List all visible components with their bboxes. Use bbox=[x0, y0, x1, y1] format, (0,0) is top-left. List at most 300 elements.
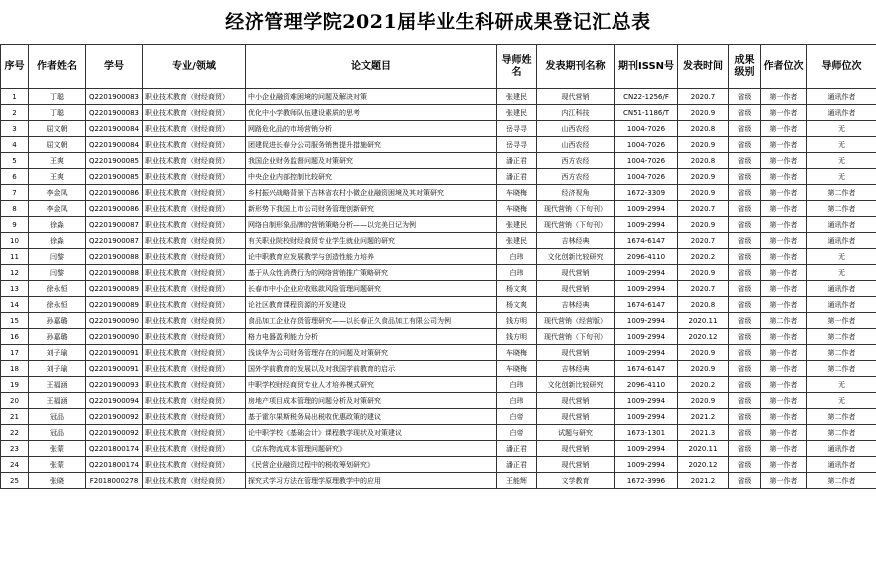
cell-advisor: 车晓梅 bbox=[497, 361, 537, 377]
cell-level: 省级 bbox=[729, 457, 761, 473]
cell-author: 冠品 bbox=[29, 409, 86, 425]
cell-major: 职业技术教育（财经商贸） bbox=[143, 105, 246, 121]
col-header-author: 作者姓名 bbox=[29, 45, 86, 89]
cell-advisor: 杨文爽 bbox=[497, 297, 537, 313]
table-row bbox=[1, 137, 876, 153]
table-row bbox=[1, 169, 876, 185]
cell-author: 王爽 bbox=[29, 169, 86, 185]
cell-major: 职业技术教育（财经商贸） bbox=[143, 457, 246, 473]
cell-major: 职业技术教育（财经商贸） bbox=[143, 233, 246, 249]
cell-author: 屈文朝 bbox=[29, 121, 86, 137]
cell-advisor: 岳寻寻 bbox=[497, 137, 537, 153]
cell-advisor-rank: 第二作者 bbox=[807, 473, 876, 489]
cell-issn: 1674-6147 bbox=[615, 361, 678, 377]
cell-index: 19 bbox=[1, 377, 29, 393]
cell-author: 闫黎 bbox=[29, 249, 86, 265]
cell-author: 屈文朝 bbox=[29, 137, 86, 153]
cell-major: 职业技术教育（财经商贸） bbox=[143, 265, 246, 281]
cell-author: 刘子瑜 bbox=[29, 345, 86, 361]
cell-advisor-rank: 无 bbox=[807, 377, 876, 393]
cell-student-id: Q2201900085 bbox=[86, 153, 143, 169]
cell-advisor: 白帝 bbox=[497, 409, 537, 425]
cell-date: 2020.2 bbox=[678, 377, 729, 393]
cell-journal: 文化创新比较研究 bbox=[537, 249, 615, 265]
cell-date: 2020.9 bbox=[678, 393, 729, 409]
cell-paper-title: 中小企业融资难困境的问题及解决对策 bbox=[246, 89, 497, 105]
cell-student-id: Q2201900089 bbox=[86, 281, 143, 297]
col-header-advisor: 导师姓名 bbox=[497, 45, 537, 89]
cell-index: 25 bbox=[1, 473, 29, 489]
col-header-student-id: 学号 bbox=[86, 45, 143, 89]
cell-issn: CN22-1256/F bbox=[615, 89, 678, 105]
cell-journal: 山西农经 bbox=[537, 137, 615, 153]
cell-author-rank: 第一作者 bbox=[761, 89, 807, 105]
col-header-major: 专业/领域 bbox=[143, 45, 246, 89]
cell-author-rank: 第一作者 bbox=[761, 441, 807, 457]
cell-paper-title: 长春市中小企业应收账款风险管理问题研究 bbox=[246, 281, 497, 297]
cell-level: 省级 bbox=[729, 345, 761, 361]
cell-student-id: Q2201900084 bbox=[86, 137, 143, 153]
cell-issn: 1009-2994 bbox=[615, 217, 678, 233]
cell-journal: 文化创新比较研究 bbox=[537, 377, 615, 393]
cell-paper-title: 《民营企业融资过程中的税收筹划研究》 bbox=[246, 457, 497, 473]
cell-advisor: 潘正君 bbox=[497, 169, 537, 185]
table-row bbox=[1, 89, 876, 105]
cell-author: 丁聪 bbox=[29, 105, 86, 121]
cell-advisor-rank: 无 bbox=[807, 249, 876, 265]
cell-advisor-rank: 通讯作者 bbox=[807, 457, 876, 473]
cell-level: 省级 bbox=[729, 169, 761, 185]
cell-journal: 现代营销 bbox=[537, 345, 615, 361]
cell-level: 省级 bbox=[729, 473, 761, 489]
cell-student-id: Q2201800174 bbox=[86, 457, 143, 473]
cell-issn: 1009-2994 bbox=[615, 281, 678, 297]
table-row bbox=[1, 409, 876, 425]
cell-issn: 1009-2994 bbox=[615, 441, 678, 457]
table-row bbox=[1, 297, 876, 313]
cell-student-id: Q2201900093 bbox=[86, 377, 143, 393]
cell-level: 省级 bbox=[729, 201, 761, 217]
table-row bbox=[1, 201, 876, 217]
cell-major: 职业技术教育（财经商贸） bbox=[143, 137, 246, 153]
cell-major: 职业技术教育（财经商贸） bbox=[143, 473, 246, 489]
cell-author-rank: 第一作者 bbox=[761, 121, 807, 137]
cell-index: 2 bbox=[1, 105, 29, 121]
cell-issn: 1009-2994 bbox=[615, 201, 678, 217]
table-row bbox=[1, 441, 876, 457]
cell-date: 2020.9 bbox=[678, 105, 729, 121]
table-row bbox=[1, 249, 876, 265]
cell-advisor: 张建民 bbox=[497, 217, 537, 233]
table-row bbox=[1, 281, 876, 297]
cell-journal: 现代营销 bbox=[537, 265, 615, 281]
cell-author: 徐永恒 bbox=[29, 281, 86, 297]
cell-advisor: 张建民 bbox=[497, 105, 537, 121]
cell-author-rank: 第一作者 bbox=[761, 169, 807, 185]
cell-level: 省级 bbox=[729, 281, 761, 297]
col-header-advisor-rank: 导师位次 bbox=[807, 45, 876, 89]
cell-date: 2020.9 bbox=[678, 345, 729, 361]
cell-major: 职业技术教育（财经商贸） bbox=[143, 441, 246, 457]
cell-advisor: 张建民 bbox=[497, 89, 537, 105]
cell-paper-title: 中职学校财经商贸专业人才培养模式研究 bbox=[246, 377, 497, 393]
cell-paper-title: 基于从众性消费行为的网络营销推广策略研究 bbox=[246, 265, 497, 281]
cell-level: 省级 bbox=[729, 393, 761, 409]
cell-issn: 1009-2994 bbox=[615, 457, 678, 473]
cell-index: 18 bbox=[1, 361, 29, 377]
cell-author: 孙嘉璐 bbox=[29, 329, 86, 345]
cell-level: 省级 bbox=[729, 409, 761, 425]
cell-index: 4 bbox=[1, 137, 29, 153]
cell-author: 徐淼 bbox=[29, 217, 86, 233]
cell-date: 2020.9 bbox=[678, 265, 729, 281]
cell-author: 张晓 bbox=[29, 473, 86, 489]
cell-level: 省级 bbox=[729, 297, 761, 313]
cell-journal: 试题与研究 bbox=[537, 425, 615, 441]
cell-date: 2020.8 bbox=[678, 153, 729, 169]
cell-advisor-rank: 无 bbox=[807, 265, 876, 281]
cell-date: 2020.9 bbox=[678, 169, 729, 185]
cell-author-rank: 第一作者 bbox=[761, 473, 807, 489]
cell-index: 6 bbox=[1, 169, 29, 185]
cell-issn: 1674-6147 bbox=[615, 233, 678, 249]
cell-date: 2020.8 bbox=[678, 121, 729, 137]
cell-major: 职业技术教育（财经商贸） bbox=[143, 409, 246, 425]
cell-index: 13 bbox=[1, 281, 29, 297]
cell-major: 职业技术教育（财经商贸） bbox=[143, 153, 246, 169]
cell-issn: CN51-1186/T bbox=[615, 105, 678, 121]
cell-issn: 1673-1301 bbox=[615, 425, 678, 441]
cell-major: 职业技术教育（财经商贸） bbox=[143, 89, 246, 105]
cell-index: 12 bbox=[1, 265, 29, 281]
cell-level: 省级 bbox=[729, 377, 761, 393]
cell-index: 8 bbox=[1, 201, 29, 217]
cell-major: 职业技术教育（财经商贸） bbox=[143, 121, 246, 137]
cell-paper-title: 论中职教育应发展教学与创造性能力培养 bbox=[246, 249, 497, 265]
table-row bbox=[1, 185, 876, 201]
cell-journal: 现代营销 bbox=[537, 457, 615, 473]
table-header-row bbox=[1, 45, 876, 89]
table-row bbox=[1, 473, 876, 489]
cell-advisor-rank: 通讯作者 bbox=[807, 441, 876, 457]
cell-author: 王爽 bbox=[29, 153, 86, 169]
table-row bbox=[1, 233, 876, 249]
table-row bbox=[1, 393, 876, 409]
cell-advisor: 钱方明 bbox=[497, 329, 537, 345]
table-row bbox=[1, 153, 876, 169]
cell-author-rank: 第一作者 bbox=[761, 329, 807, 345]
cell-author: 李金凤 bbox=[29, 185, 86, 201]
cell-advisor: 车晓梅 bbox=[497, 345, 537, 361]
cell-date: 2020.11 bbox=[678, 441, 729, 457]
cell-journal: 现代营销 bbox=[537, 89, 615, 105]
cell-paper-title: 优化中小学教师队伍建设素质的思考 bbox=[246, 105, 497, 121]
cell-major: 职业技术教育（财经商贸） bbox=[143, 345, 246, 361]
table-row bbox=[1, 345, 876, 361]
cell-author-rank: 第一作者 bbox=[761, 233, 807, 249]
cell-author-rank: 第一作者 bbox=[761, 137, 807, 153]
cell-author-rank: 第一作者 bbox=[761, 105, 807, 121]
cell-journal: 现代营销（下旬刊） bbox=[537, 201, 615, 217]
table-row bbox=[1, 265, 876, 281]
cell-advisor: 潘正君 bbox=[497, 441, 537, 457]
cell-advisor-rank: 第二作者 bbox=[807, 409, 876, 425]
cell-journal: 现代营销（下旬刊） bbox=[537, 329, 615, 345]
cell-journal: 西方农经 bbox=[537, 153, 615, 169]
cell-level: 省级 bbox=[729, 121, 761, 137]
cell-advisor-rank: 第二作者 bbox=[807, 185, 876, 201]
cell-paper-title: 中央企业内部控制比较研究 bbox=[246, 169, 497, 185]
cell-date: 2020.9 bbox=[678, 137, 729, 153]
cell-issn: 1009-2994 bbox=[615, 329, 678, 345]
cell-index: 7 bbox=[1, 185, 29, 201]
cell-level: 省级 bbox=[729, 425, 761, 441]
cell-paper-title: 《京东物流成本管理问题研究》 bbox=[246, 441, 497, 457]
cell-student-id: Q2201900083 bbox=[86, 89, 143, 105]
cell-author: 孙嘉璐 bbox=[29, 313, 86, 329]
cell-advisor-rank: 通讯作者 bbox=[807, 217, 876, 233]
col-header-level: 成果级别 bbox=[729, 45, 761, 89]
cell-advisor-rank: 通讯作者 bbox=[807, 281, 876, 297]
cell-author-rank: 第一作者 bbox=[761, 297, 807, 313]
cell-author-rank: 第一作者 bbox=[761, 425, 807, 441]
cell-advisor: 潘正君 bbox=[497, 153, 537, 169]
cell-student-id: Q2201900085 bbox=[86, 169, 143, 185]
cell-author: 冠品 bbox=[29, 425, 86, 441]
col-header-issn: 期刊ISSN号 bbox=[615, 45, 678, 89]
cell-issn: 1672-3309 bbox=[615, 185, 678, 201]
cell-level: 省级 bbox=[729, 329, 761, 345]
page-title: 经济管理学院2021届毕业生科研成果登记汇总表 bbox=[225, 11, 651, 33]
cell-journal: 吉林经典 bbox=[537, 233, 615, 249]
cell-issn: 1672-3996 bbox=[615, 473, 678, 489]
cell-author: 王福涵 bbox=[29, 393, 86, 409]
cell-author-rank: 第二作者 bbox=[761, 313, 807, 329]
cell-index: 16 bbox=[1, 329, 29, 345]
cell-index: 24 bbox=[1, 457, 29, 473]
cell-date: 2021.2 bbox=[678, 409, 729, 425]
cell-index: 17 bbox=[1, 345, 29, 361]
cell-author-rank: 第一作者 bbox=[761, 409, 807, 425]
cell-major: 职业技术教育（财经商贸） bbox=[143, 377, 246, 393]
col-header-author-rank: 作者位次 bbox=[761, 45, 807, 89]
cell-author-rank: 第一作者 bbox=[761, 281, 807, 297]
cell-issn: 2096-4110 bbox=[615, 377, 678, 393]
cell-level: 省级 bbox=[729, 105, 761, 121]
cell-issn: 1009-2994 bbox=[615, 345, 678, 361]
table-row bbox=[1, 425, 876, 441]
cell-paper-title: 新形势下我国上市公司财务管理创新研究 bbox=[246, 201, 497, 217]
cell-advisor: 车晓梅 bbox=[497, 185, 537, 201]
cell-student-id: Q2201900092 bbox=[86, 425, 143, 441]
cell-advisor: 岳寻寻 bbox=[497, 121, 537, 137]
cell-advisor: 白玮 bbox=[497, 249, 537, 265]
cell-journal: 经济视角 bbox=[537, 185, 615, 201]
cell-paper-title: 房地产项目成本管理的问题分析及对策研究 bbox=[246, 393, 497, 409]
cell-issn: 1004-7026 bbox=[615, 153, 678, 169]
cell-date: 2020.12 bbox=[678, 457, 729, 473]
cell-advisor-rank: 第二作者 bbox=[807, 329, 876, 345]
table-body bbox=[1, 89, 876, 489]
cell-level: 省级 bbox=[729, 137, 761, 153]
cell-index: 20 bbox=[1, 393, 29, 409]
cell-advisor-rank: 无 bbox=[807, 169, 876, 185]
cell-major: 职业技术教育（财经商贸） bbox=[143, 297, 246, 313]
cell-advisor-rank: 通讯作者 bbox=[807, 89, 876, 105]
cell-journal: 内江科技 bbox=[537, 105, 615, 121]
cell-major: 职业技术教育（财经商贸） bbox=[143, 201, 246, 217]
cell-index: 1 bbox=[1, 89, 29, 105]
cell-advisor: 张建民 bbox=[497, 233, 537, 249]
cell-author: 徐永恒 bbox=[29, 297, 86, 313]
cell-major: 职业技术教育（财经商贸） bbox=[143, 313, 246, 329]
cell-author-rank: 第一作者 bbox=[761, 361, 807, 377]
cell-advisor: 车晓梅 bbox=[497, 201, 537, 217]
cell-issn: 1009-2994 bbox=[615, 265, 678, 281]
col-header-paper-title: 论文题目 bbox=[246, 45, 497, 89]
cell-index: 10 bbox=[1, 233, 29, 249]
cell-date: 2020.7 bbox=[678, 201, 729, 217]
cell-student-id: Q2201800174 bbox=[86, 441, 143, 457]
table-row bbox=[1, 361, 876, 377]
cell-author-rank: 第一作者 bbox=[761, 201, 807, 217]
table-row bbox=[1, 313, 876, 329]
cell-author: 刘子瑜 bbox=[29, 361, 86, 377]
cell-paper-title: 乡村振兴战略背景下吉林省农村小微企业融资困境及其对策研究 bbox=[246, 185, 497, 201]
table-row bbox=[1, 105, 876, 121]
cell-date: 2020.7 bbox=[678, 233, 729, 249]
cell-index: 21 bbox=[1, 409, 29, 425]
cell-author-rank: 第一作者 bbox=[761, 393, 807, 409]
cell-paper-title: 网络自制形象品牌的营销策略分析——以完美日记为例 bbox=[246, 217, 497, 233]
cell-paper-title: 食品加工企业存货管理研究——以长春正久食品加工有限公司为例 bbox=[246, 313, 497, 329]
cell-level: 省级 bbox=[729, 185, 761, 201]
cell-student-id: Q2201900090 bbox=[86, 329, 143, 345]
cell-advisor-rank: 无 bbox=[807, 153, 876, 169]
cell-student-id: Q2201900091 bbox=[86, 345, 143, 361]
cell-issn: 1009-2994 bbox=[615, 409, 678, 425]
table-row bbox=[1, 329, 876, 345]
cell-index: 9 bbox=[1, 217, 29, 233]
cell-paper-title: 网路危化品的市场营销分析 bbox=[246, 121, 497, 137]
cell-paper-title: 国外学前教育的发展以及对我国学前教育的启示 bbox=[246, 361, 497, 377]
cell-paper-title: 有关职业院校财经商贸专业学生就业问题的研究 bbox=[246, 233, 497, 249]
cell-date: 2021.2 bbox=[678, 473, 729, 489]
cell-advisor-rank: 通讯作者 bbox=[807, 105, 876, 121]
cell-journal: 文学教育 bbox=[537, 473, 615, 489]
cell-author-rank: 第一作者 bbox=[761, 457, 807, 473]
cell-author: 张蒙 bbox=[29, 457, 86, 473]
cell-journal: 吉林经典 bbox=[537, 297, 615, 313]
cell-index: 14 bbox=[1, 297, 29, 313]
cell-level: 省级 bbox=[729, 217, 761, 233]
cell-student-id: Q2201900086 bbox=[86, 201, 143, 217]
cell-student-id: Q2201900094 bbox=[86, 393, 143, 409]
table-row bbox=[1, 377, 876, 393]
cell-journal: 吉林经典 bbox=[537, 361, 615, 377]
cell-date: 2020.9 bbox=[678, 361, 729, 377]
cell-paper-title: 浅谈华为公司财务管理存在的问题及对策研究 bbox=[246, 345, 497, 361]
cell-advisor-rank: 无 bbox=[807, 137, 876, 153]
cell-advisor: 白玮 bbox=[497, 393, 537, 409]
cell-author: 徐淼 bbox=[29, 233, 86, 249]
cell-student-id: Q2201900084 bbox=[86, 121, 143, 137]
cell-author-rank: 第一作者 bbox=[761, 185, 807, 201]
cell-level: 省级 bbox=[729, 313, 761, 329]
cell-major: 职业技术教育（财经商贸） bbox=[143, 217, 246, 233]
cell-advisor-rank: 无 bbox=[807, 121, 876, 137]
cell-student-id: Q2201900092 bbox=[86, 409, 143, 425]
cell-issn: 1004-7026 bbox=[615, 169, 678, 185]
cell-level: 省级 bbox=[729, 233, 761, 249]
cell-advisor-rank: 第二作者 bbox=[807, 425, 876, 441]
cell-paper-title: 探究式学习方法在管理学原理教学中的应用 bbox=[246, 473, 497, 489]
results-table bbox=[0, 44, 876, 489]
cell-major: 职业技术教育（财经商贸） bbox=[143, 329, 246, 345]
cell-advisor: 杨文爽 bbox=[497, 281, 537, 297]
cell-date: 2020.7 bbox=[678, 281, 729, 297]
cell-major: 职业技术教育（财经商贸） bbox=[143, 249, 246, 265]
cell-paper-title: 论中职学校《基础会计》课程教学现状及对策建议 bbox=[246, 425, 497, 441]
cell-level: 省级 bbox=[729, 89, 761, 105]
cell-author-rank: 第一作者 bbox=[761, 377, 807, 393]
cell-author: 王福涵 bbox=[29, 377, 86, 393]
cell-major: 职业技术教育（财经商贸） bbox=[143, 281, 246, 297]
cell-journal: 西方农经 bbox=[537, 169, 615, 185]
cell-student-id: Q2201900090 bbox=[86, 313, 143, 329]
cell-author: 李金凤 bbox=[29, 201, 86, 217]
cell-date: 2020.8 bbox=[678, 297, 729, 313]
cell-journal: 现代营销 bbox=[537, 409, 615, 425]
cell-advisor-rank: 第二作者 bbox=[807, 201, 876, 217]
cell-student-id: Q2201900088 bbox=[86, 249, 143, 265]
cell-index: 15 bbox=[1, 313, 29, 329]
cell-paper-title: 论社区教育课程资源的开发建设 bbox=[246, 297, 497, 313]
cell-paper-title: 团建促进长春分公司服务销售提升措施研究 bbox=[246, 137, 497, 153]
cell-author-rank: 第一作者 bbox=[761, 265, 807, 281]
cell-date: 2020.9 bbox=[678, 185, 729, 201]
cell-issn: 1674-6147 bbox=[615, 297, 678, 313]
cell-advisor-rank: 第二作者 bbox=[807, 361, 876, 377]
cell-advisor-rank: 第一作者 bbox=[807, 313, 876, 329]
cell-journal: 现代营销 bbox=[537, 281, 615, 297]
cell-date: 2021.3 bbox=[678, 425, 729, 441]
cell-author: 张蒙 bbox=[29, 441, 86, 457]
cell-major: 职业技术教育（财经商贸） bbox=[143, 361, 246, 377]
cell-advisor: 潘正君 bbox=[497, 457, 537, 473]
cell-journal: 现代营销 bbox=[537, 441, 615, 457]
table-row bbox=[1, 457, 876, 473]
cell-issn: 1004-7026 bbox=[615, 137, 678, 153]
cell-index: 5 bbox=[1, 153, 29, 169]
cell-student-id: Q2201900083 bbox=[86, 105, 143, 121]
cell-advisor-rank: 通讯作者 bbox=[807, 233, 876, 249]
cell-index: 23 bbox=[1, 441, 29, 457]
cell-date: 2020.11 bbox=[678, 313, 729, 329]
cell-advisor: 白玮 bbox=[497, 265, 537, 281]
cell-level: 省级 bbox=[729, 361, 761, 377]
cell-index: 3 bbox=[1, 121, 29, 137]
cell-journal: 现代营销（经营版） bbox=[537, 313, 615, 329]
cell-journal: 现代营销（下旬刊） bbox=[537, 217, 615, 233]
col-header-index: 序号 bbox=[1, 45, 29, 89]
cell-author: 闫黎 bbox=[29, 265, 86, 281]
cell-student-id: Q2201900089 bbox=[86, 297, 143, 313]
cell-date: 2020.9 bbox=[678, 217, 729, 233]
cell-level: 省级 bbox=[729, 153, 761, 169]
table-row bbox=[1, 121, 876, 137]
cell-advisor: 王能辉 bbox=[497, 473, 537, 489]
